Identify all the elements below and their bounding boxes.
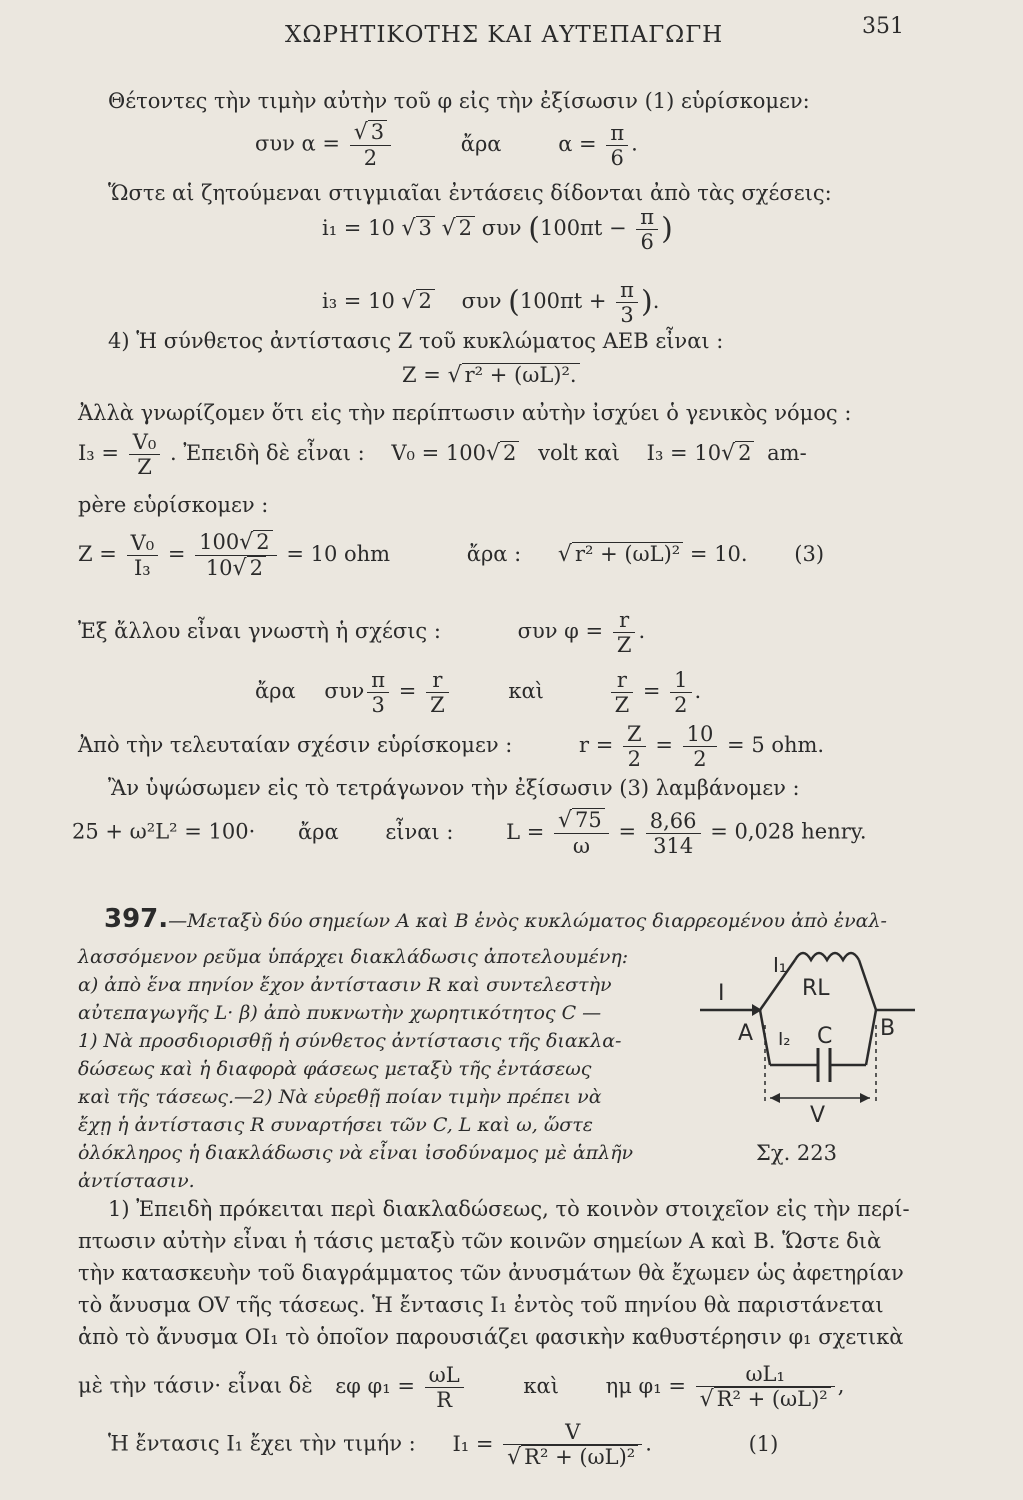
fig-label-b: B xyxy=(880,1016,896,1041)
problem-line: α) ἀπὸ ἕνα πηνίον ἔχον ἀντίστασιν R καὶ συντελεστὴν xyxy=(78,974,612,996)
text-line: πτωσιν αὐτὴν εἶναι ἡ τάσις μεταξὺ τῶν κοινῶν σημείων A καὶ B. Ὥστε διὰ xyxy=(78,1229,882,1253)
problem-first-line: 397.—Μεταξὺ δύο σημείων A καὶ B ἑνὸς κυκλώματος διαρρεομένου ἀπὸ ἐναλ- xyxy=(104,904,887,934)
fig-label-i: I xyxy=(718,981,725,1006)
page-number: 351 xyxy=(862,14,904,39)
fig-label-i2: I₂ xyxy=(778,1029,791,1050)
problem-number: 397. xyxy=(104,904,169,934)
text-line: Ἂν ὑψώσωμεν εἰς τὸ τετράγωνον τὴν ἐξίσωσιν (3) λαμβάνομεν : xyxy=(108,776,800,800)
text-line: ἀπὸ τὸ ἄνυσμα OI₁ τὸ ὁποῖον παρουσιάζει φασικὴν καθυστέρησιν φ₁ σχετικὰ xyxy=(78,1325,904,1349)
equation-tan-sin-phi: μὲ τὴν τάσιν· εἶναι δὲ εφ φ₁ = $\frac{\omega L}{R}$ καὶ ημ φ₁ = $\frac{\text{ωL₁}}{\text{√ R² + (ωL)²}}$ , xyxy=(78,1362,845,1412)
equation-i1-value: Ἡ ἔντασις I₁ ἔχει τὴν τιμήν : I₁ = $\frac{V}{\text{√ R² + (ωL)²}}$ . (1) xyxy=(108,1420,779,1470)
equation-ohm-law: I₃ = $\frac{\text{V₀}}{Z}$ . Ἐπειδὴ δὲ εἶναι : V₀ = 100√ 2 volt καὶ I₃ = 10√ 2 am- xyxy=(78,430,807,479)
equation-cos-phi: Ἐξ ἄλλου εἶναι γνωστὴ ἡ σχέσις : συν φ = $\frac{r}{Z}$ . xyxy=(78,608,646,657)
text-line: τὸ ἄνυσμα OV τῆς τάσεως. Ἡ ἔντασις I₁ ἐντὸς τοῦ πηνίου θὰ παριστάνεται xyxy=(78,1293,884,1317)
equation-r-value: Ἀπὸ τὴν τελευταίαν σχέσιν εὑρίσκομεν : r = $\frac{Z}{2}$ = $\frac{10}{2}$ = 5 ohm. xyxy=(78,722,825,771)
problem-line: καὶ τῆς τάσεως.—2) Νὰ εὑρεθῇ ποίαν τιμὴν πρέπει νὰ xyxy=(78,1086,602,1108)
problem-line: ἀντίστασιν. xyxy=(78,1170,195,1192)
text-line: père εὑρίσκομεν : xyxy=(78,493,269,517)
equation-henry: 25 + ω²L² = 100· ἄρα εἶναι : L = $\frac{√ 75}{\omega}$ = $\frac{8,66}{314}$ = 0,028 henry. xyxy=(72,808,867,858)
text-line: Ὥστε αἱ ζητούμεναι στιγμιαῖαι ἐντάσεις δίδονται ἀπὸ τὰς σχέσεις: xyxy=(108,181,832,205)
problem-line: ἔχῃ ἡ ἀντίστασις R συναρτήσει τῶν C, L καὶ ω, ὥστε xyxy=(78,1114,593,1136)
text-line: 1) Ἐπειδὴ πρόκειται περὶ διακλαδώσεως, τὸ κοινὸν στοιχεῖον εἰς τὴν περί- xyxy=(108,1197,910,1221)
figure-caption: Σχ. 223 xyxy=(756,1141,838,1165)
problem-line: αὐτεπαγωγῆς L· β) ἀπὸ πυκνωτὴν χωρητικότητος C — xyxy=(78,1002,602,1024)
equation-z-value: Z = $\frac{\text{V₀}}{\text{I₃}}$ = $\frac{100√ 2}{10√ 2}$ = 10 ohm ἄρα : √ r² + (ωL)² = 10. (3) xyxy=(78,530,825,581)
problem-line: λασσόμενον ρεῦμα ὑπάρχει διακλάδωσις ἀποτελουμένη: xyxy=(78,946,629,968)
equation-ratio: ἄρα συν $\frac{\pi}{3}$ = $\frac{r}{Z}$ καὶ $\frac{r}{Z}$ = $\frac{1}{2}$ . xyxy=(255,668,702,717)
fig-label-c: C xyxy=(817,1024,833,1049)
text-line: Θέτοντες τὴν τιμὴν αὐτὴν τοῦ φ εἰς τὴν ἐξίσωσιν (1) εὑρίσκομεν: xyxy=(108,89,810,113)
circuit-figure xyxy=(690,930,920,1130)
text-line: τὴν κατασκευὴν τοῦ διαγράμματος τῶν ἀνυσμάτων θὰ ἔχωμεν ὡς ἀφετηρίαν xyxy=(78,1261,904,1285)
running-header: ΧΩΡΗΤΙΚΟΤΗΣ ΚΑΙ ΑΥΤΕΠΑΓΩΓΗ xyxy=(285,22,724,48)
problem-line: δώσεως καὶ ἡ διαφορὰ φάσεως μεταξὺ τῆς ἐντάσεως xyxy=(78,1058,592,1080)
fig-label-rl: RL xyxy=(802,976,830,1001)
problem-line: 1) Νὰ προσδιορισθῇ ἡ σύνθετος ἀντίστασις τῆς διακλα- xyxy=(78,1030,622,1052)
text-line: Ἀλλὰ γνωρίζομεν ὅτι εἰς τὴν περίπτωσιν αὐτὴν ἰσχύει ὁ γενικὸς νόμος : xyxy=(78,401,852,425)
problem-line: ὁλόκληρος ἡ διακλάδωσις νὰ εἶναι ἰσοδύναμος μὲ ἁπλῆν xyxy=(78,1142,634,1164)
equation-i3: i₃ = 10 √ 2 συν (100πt + $\frac{\pi}{3}$ ). xyxy=(322,278,660,327)
text-line: 4) Ἡ σύνθετος ἀντίστασις Z τοῦ κυκλώματος AEB εἶναι : xyxy=(108,329,724,353)
fig-label-v: V xyxy=(810,1103,826,1128)
fig-label-a: A xyxy=(738,1021,754,1046)
equation-z: Z = √ r² + (ωL)². xyxy=(402,362,580,389)
equation-i1: i₁ = 10 √ 3 √ 2 συν (100πt − $\frac{\pi}{6}$ ) xyxy=(322,205,673,254)
equation-cos-alpha: συν α = $\frac{√ 3}{2}$ ἄρα α = $\frac{\pi}{6}$ . xyxy=(255,120,638,170)
fig-label-i1: I₁ xyxy=(773,953,787,977)
